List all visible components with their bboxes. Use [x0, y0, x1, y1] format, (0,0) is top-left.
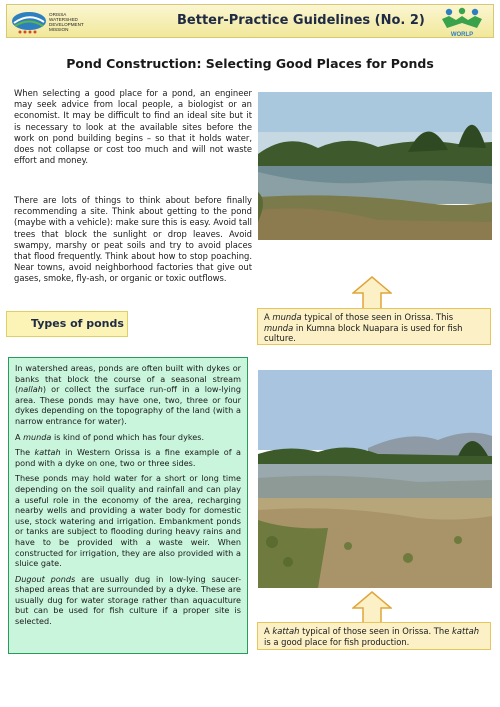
svg-text:DEVELOPMENT: DEVELOPMENT: [49, 22, 84, 27]
munda-pond-photo: [258, 92, 492, 240]
types-paragraph: Dugout ponds are usually dug in low-lying saucer-shaped areas that are surrounded by a dyke. These are usually dug for water storage rather than aquaculture but can be used for fish culture if a proper site is selected.: [15, 573, 241, 627]
munda-photo-caption: A munda typical of those seen in Orissa. This munda in Kumna block Nuapara is used for fish culture.: [257, 308, 491, 345]
types-paragraph: These ponds may hold water for a short or long time depending on the soil quality and rainfall and can play a useful role in the economy of the area, recharging nearby wells and providing a water body for domestic use, stock watering and irrigation. Embankment ponds or tanks are subject to flooding during heavy rains and have to be provided with a waste weir. When constructed for irrigation, they are also provided with a sluice gate.: [15, 473, 241, 569]
types-paragraph: In watershed areas, ponds are often built with dykes or banks that block the course of a seasonal stream (nallah) or collect the surface run-off in a low-lying area. These ponds may have one, two, three or four dykes depending on the topography of the land (with a narrow entrance for water).: [15, 363, 241, 426]
pond-types-box: [8, 357, 248, 654]
svg-text:WORLP: WORLP: [450, 32, 474, 38]
intro-paragraph: When selecting a good place for a pond, an engineer may seek advice from local people, a biologist or an economist. It may be difficult to find an ideal site but it is necessary to look at the available sites before the work on pond building begins – so that it holds water, does not collapse or cost too much and will not waste effort and money.: [14, 88, 252, 166]
caption-arrow-icon: [352, 276, 392, 312]
types-paragraph: A munda is kind of pond which has four dykes.: [15, 431, 205, 442]
series-title: Better-Practice Guidelines (No. 2): [177, 13, 425, 28]
intro-paragraph: There are lots of things to think about before finally recommending a site. Think about getting to the pond (maybe with a vehicle): make sure this is easy. Avoid tall trees that block the sunlight or drop leaves. Avoid swampy, marshy or peat soils and try to avoid places that flood frequently. Think about how to stop poaching. Near towns, avoid neighborhood factories that give out gases, smoke, fly-ash, or organic or toxic outflows.: [14, 195, 252, 284]
kattah-pond-photo: [258, 370, 492, 588]
svg-text:MISSION: MISSION: [49, 27, 69, 32]
page-title: Pond Construction: Selecting Good Places for Ponds: [66, 56, 434, 71]
svg-text:WATERSHED: WATERSHED: [49, 17, 78, 22]
types-paragraph: The kattah in Western Orissa is a fine example of a pond with a dyke on one, two or three sides.: [15, 447, 241, 468]
kattah-photo-caption: A kattah typical of those seen in Orissa. The kattah is a good place for fish production.: [257, 622, 491, 650]
orissa-watershed-logo: [11, 8, 111, 36]
header-bar: [6, 4, 494, 38]
worlp-logo: [437, 6, 487, 38]
svg-text:ORISSA: ORISSA: [49, 12, 67, 17]
types-of-ponds-heading: Types of ponds: [6, 311, 128, 337]
